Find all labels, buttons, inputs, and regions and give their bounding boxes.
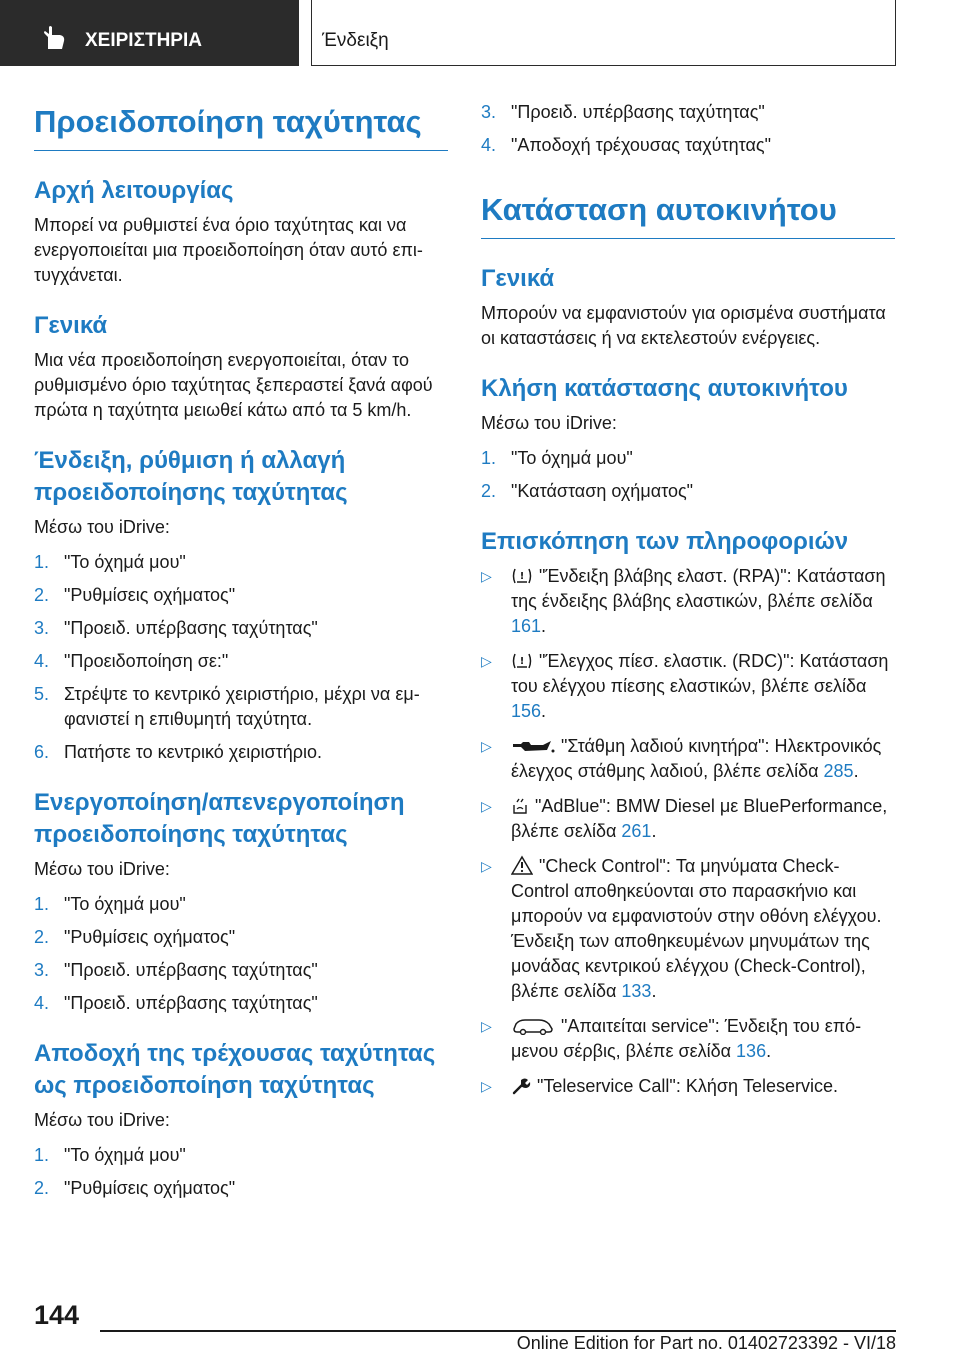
list-item: 4. "Αποδοχή τρέχουσας ταχύτητας" [481,135,771,155]
bullet-triangle-icon: ▷ [481,568,492,584]
list-item: 2. "Ρυθμίσεις οχήματος" [34,1178,236,1198]
list-item: 3. "Προειδ. υπέρβασης ταχύτητας" [34,618,318,638]
principle-heading: Αρχή λειτουργίας [34,177,234,204]
hand-pointer-icon [40,25,68,51]
vehicle-general-heading: Γενικά [481,265,555,292]
activate-intro: Μέσω του iDrive: [34,859,170,879]
list-item: 1. "Το όχημά μου" [34,552,186,572]
section-header [311,0,896,66]
bullet-triangle-icon: ▷ [481,858,492,874]
list-item: 4. "Προειδοποίηση σε:" [34,651,229,671]
list-item: ▷ "Απαιτείται service": Ένδειξη του επόμενου σέρβις, βλέπε σελίδα 136. [481,1016,862,1061]
bullet-triangle-icon: ▷ [481,798,492,814]
adblue-icon [511,797,529,815]
page-link-161[interactable]: 161 [511,616,542,636]
svg-text:!: ! [519,656,525,667]
call-status-heading: Κλήση κατάστασης αυτοκινήτου [481,375,848,402]
list-item: 1. "Το όχημά μου" [34,894,186,914]
activate-steps [34,892,448,1016]
list-item: 2. "Κατάσταση οχήματος" [481,481,694,501]
page-number: 144 [34,1300,80,1330]
list-item: 5. Στρέψτε το κεντρικό χειριστήριο, μέχρι να εμφανιστεί η επιθυμητή ταχύτητα. [34,684,420,729]
oil-can-icon [511,739,555,755]
list-item: 3. "Προειδ. υπέρβασης ταχύτητας" [34,960,318,980]
warning-triangle-icon [511,855,533,875]
left-column [34,100,448,1209]
list-item: ▷ ! "Ένδειξη βλάβης ελαστ. (RPA)": Κατάσταση της ένδειξης βλάβης ελαστικών, βλέπε σελίδα 161. [481,566,886,636]
call-status-intro: Μέσω του iDrive: [481,413,617,433]
list-item: ▷ "Στάθμη λαδιού κινητήρα": Ηλεκτρονικός έλεγχος στάθμης λαδιού, βλέπε σελίδα 285. [481,736,882,781]
display-setting-steps [34,550,448,765]
overview-heading: Επισκόπηση των πληροφοριών [481,528,849,555]
car-service-icon [511,1017,555,1035]
bullet-triangle-icon: ▷ [481,1018,492,1034]
vehicle-status-title: Κατάσταση αυτοκινήτου [481,188,895,239]
speed-warning-title: Προειδοποίηση ταχύτητας [34,100,448,151]
page-link-156[interactable]: 156 [511,701,542,721]
footer-divider [100,1330,896,1332]
bullet-triangle-icon: ▷ [481,653,492,669]
list-item: 2. "Ρυθμίσεις οχήματος" [34,927,236,947]
list-item: 3. "Προειδ. υπέρβασης ταχύτητας" [481,102,765,122]
list-item: 6. Πατήστε το κεντρικό χειριστήριο. [34,742,322,762]
activate-heading: Ενεργοποίηση/απενεργοποίηση προειδοποίησης ταχύτητας [34,789,405,848]
general-heading: Γενικά [34,312,108,339]
list-item: 1. "Το όχημά μου" [34,1145,186,1165]
page-link-261[interactable]: 261 [621,821,652,841]
general-text: Μια νέα προειδοποίηση ενεργοποιείται, όταν το ρυθμισμένο όριο ταχύτητας ξεπεραστεί ξανά αφού πρώτα η ταχύτητα μειωθεί κάτω από τα 5 km/h. [34,350,433,420]
accept-speed-steps [34,1143,448,1201]
right-column [481,100,895,1109]
principle-text: Μπορεί να ρυθμιστεί ένα όριο ταχύτητας και να ενεργοποιείται μια προειδοποίηση όταν αυτό επιτυγχάνεται. [34,215,423,285]
page-link-136[interactable]: 136 [736,1041,767,1061]
bullet-triangle-icon: ▷ [481,738,492,754]
accept-speed-heading: Αποδοχή της τρέχουσας ταχύτητας ως προειδοποίηση ταχύτητας [34,1040,436,1099]
vehicle-general-text: Μπορούν να εμφανιστούν για ορισμένα συστήματα οι καταστάσεις ή να εκτελεστούν ενέργειες. [481,303,886,348]
tire-warning-icon [511,567,533,585]
page-link-133[interactable]: 133 [621,981,652,1001]
section-label: Ένδειξη [322,30,389,51]
list-item: ▷ "AdBlue": BMW Diesel με BluePerformance, βλέπε σελίδα 261. [481,796,888,841]
display-setting-intro: Μέσω του iDrive: [34,517,170,537]
page-header [0,0,960,66]
wrench-icon [511,1077,531,1095]
edition-text: Online Edition for Part no. 01402723392 - VI/18 [516,1333,896,1353]
list-item: ▷ ! "Έλεγχος πίεσ. ελαστικ. (RDC)": Κατάσταση του ελέγχου πίεσης ελαστικών, βλέπε σελίδα 156. [481,651,889,721]
svg-text:!: ! [519,571,525,582]
call-status-steps [481,446,895,504]
list-item: 1. "Το όχημά μου" [481,448,633,468]
page-link-285[interactable]: 285 [823,761,854,781]
list-item: ▷ "Teleservice Call": Κλήση Teleservice. [481,1074,895,1099]
chapter-tab-label: ΧΕΙΡΙΣΤΗΡΙΑ [85,30,202,51]
accept-speed-steps-continued [481,100,895,158]
list-item: 4. "Προειδ. υπέρβασης ταχύτητας" [34,993,318,1013]
list-item: 2. "Ρυθμίσεις οχήματος" [34,585,236,605]
overview-list [481,564,895,1099]
bullet-triangle-icon: ▷ [481,1078,492,1094]
accept-speed-intro: Μέσω του iDrive: [34,1110,170,1130]
display-setting-heading: Ένδειξη, ρύθμιση ή αλλαγή προειδοποίησης ταχύτητας [34,447,348,506]
tire-pressure-icon [511,652,533,670]
chapter-tab [0,0,299,66]
list-item: ▷ "Check Control": Τα μηνύματα Check-Control αποθηκεύονται στο παρασκήνιο και μπορούν να εμφανιστούν στην οθόνη ελέγχου. Ένδειξη των αποθηκευμένων μηνυμάτων της μονάδας κεντρικού ελέγχου (Check-Control), βλέπε σελίδα 133. [481,856,882,1001]
